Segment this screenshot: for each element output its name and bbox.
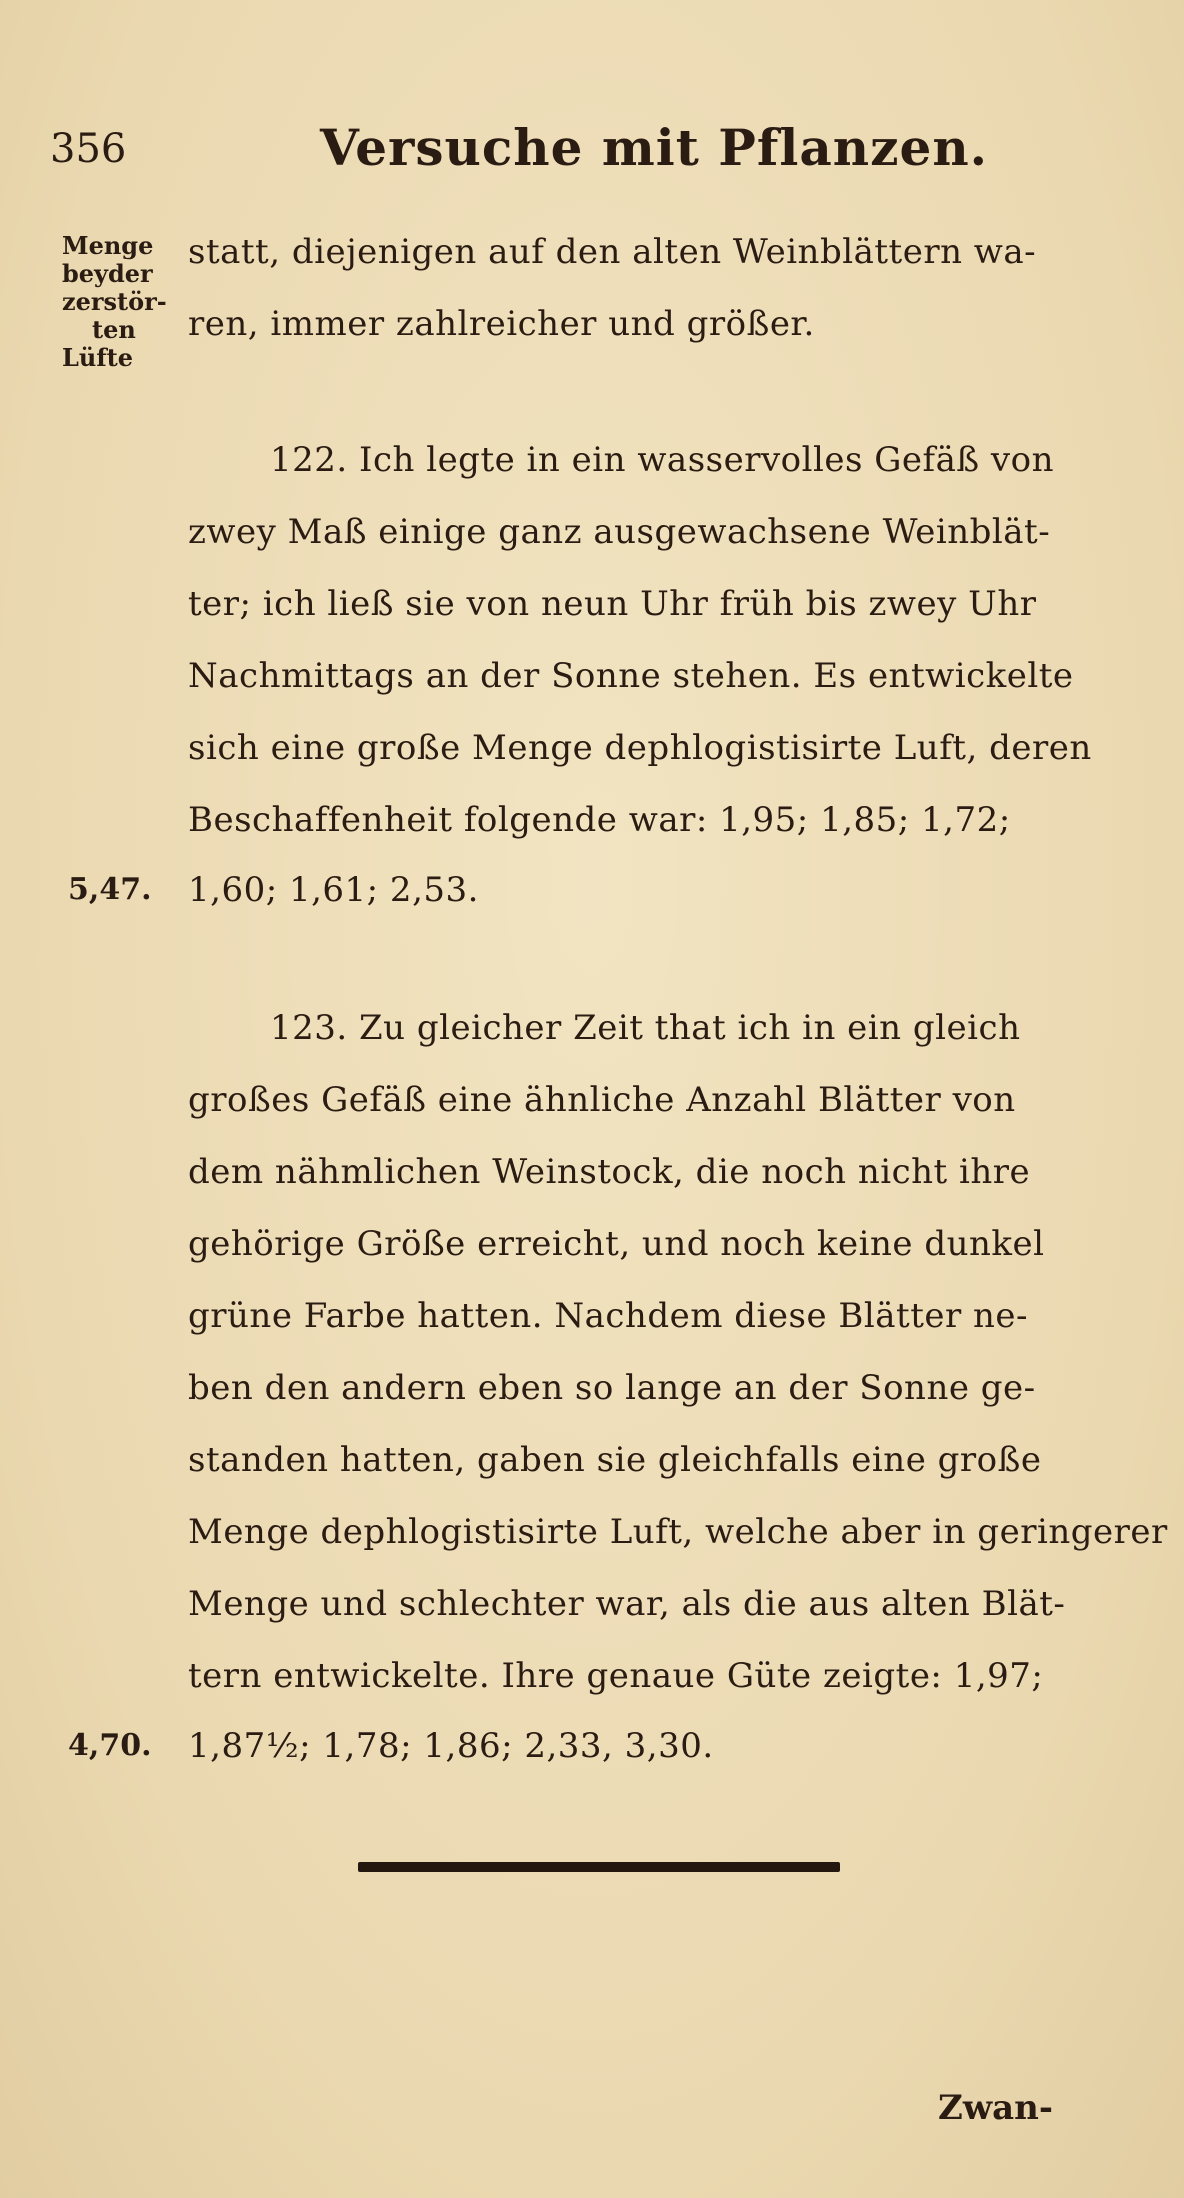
text-line: statt, diejenigen auf den alten Weinblättern wa- <box>188 232 1037 272</box>
page-header <box>0 118 1184 188</box>
text-line: Menge dephlogistisirte Luft, welche aber in geringerer <box>188 1512 1168 1552</box>
text-line: tern entwickelte. Ihre genaue Güte zeigte: 1,97; <box>188 1656 1044 1696</box>
text-line: 1,87½; 1,78; 1,86; 2,33, 3,30. <box>188 1726 714 1766</box>
text-line: Nachmittags an der Sonne stehen. Es entwickelte <box>188 656 1074 696</box>
margin-note-line: Menge <box>62 231 154 260</box>
margin-note-line: beyder <box>62 259 153 288</box>
margin-note-line: ten <box>92 315 136 344</box>
text-line: sich eine große Menge dephlogistisirte Luft, deren <box>188 728 1092 768</box>
margin-value: 5,47. <box>68 872 152 907</box>
text-line: zwey Maß einige ganz ausgewachsene Weinblät- <box>188 512 1051 552</box>
margin-note-line: zerstör- <box>62 287 167 316</box>
text-line: grüne Farbe hatten. Nachdem diese Blätter ne- <box>188 1296 1029 1336</box>
margin-value: 4,70. <box>68 1728 152 1763</box>
text-line: großes Gefäß eine ähnliche Anzahl Blätter von <box>188 1080 1016 1120</box>
text-line: Beschaffenheit folgende war: 1,95; 1,85; 1,72; <box>188 800 1011 840</box>
text-line: 123. Zu gleicher Zeit that ich in ein gleich <box>270 1008 1021 1048</box>
text-line: 1,60; 1,61; 2,53. <box>188 870 479 910</box>
page-number: 356 <box>50 126 127 172</box>
text-line: 122. Ich legte in ein wasservolles Gefäß von <box>270 440 1054 480</box>
text-line: gehörige Größe erreicht, und noch keine dunkel <box>188 1224 1045 1264</box>
text-line: standen hatten, gaben sie gleichfalls eine große <box>188 1440 1042 1480</box>
section-rule <box>358 1862 840 1872</box>
text-line: ren, immer zahlreicher und größer. <box>188 304 815 344</box>
text-line: dem nähmlichen Weinstock, die noch nicht ihre <box>188 1152 1031 1192</box>
catchword: Zwan- <box>938 2088 1053 2128</box>
text-line: ter; ich ließ sie von neun Uhr früh bis zwey Uhr <box>188 584 1037 624</box>
margin-note <box>62 232 182 372</box>
text-line: ben den andern eben so lange an der Sonne ge- <box>188 1368 1036 1408</box>
margin-note-line: Lüfte <box>62 343 134 372</box>
running-title: Versuche mit Pflanzen. <box>320 118 989 177</box>
text-line: Menge und schlechter war, als die aus alten Blät- <box>188 1584 1066 1624</box>
